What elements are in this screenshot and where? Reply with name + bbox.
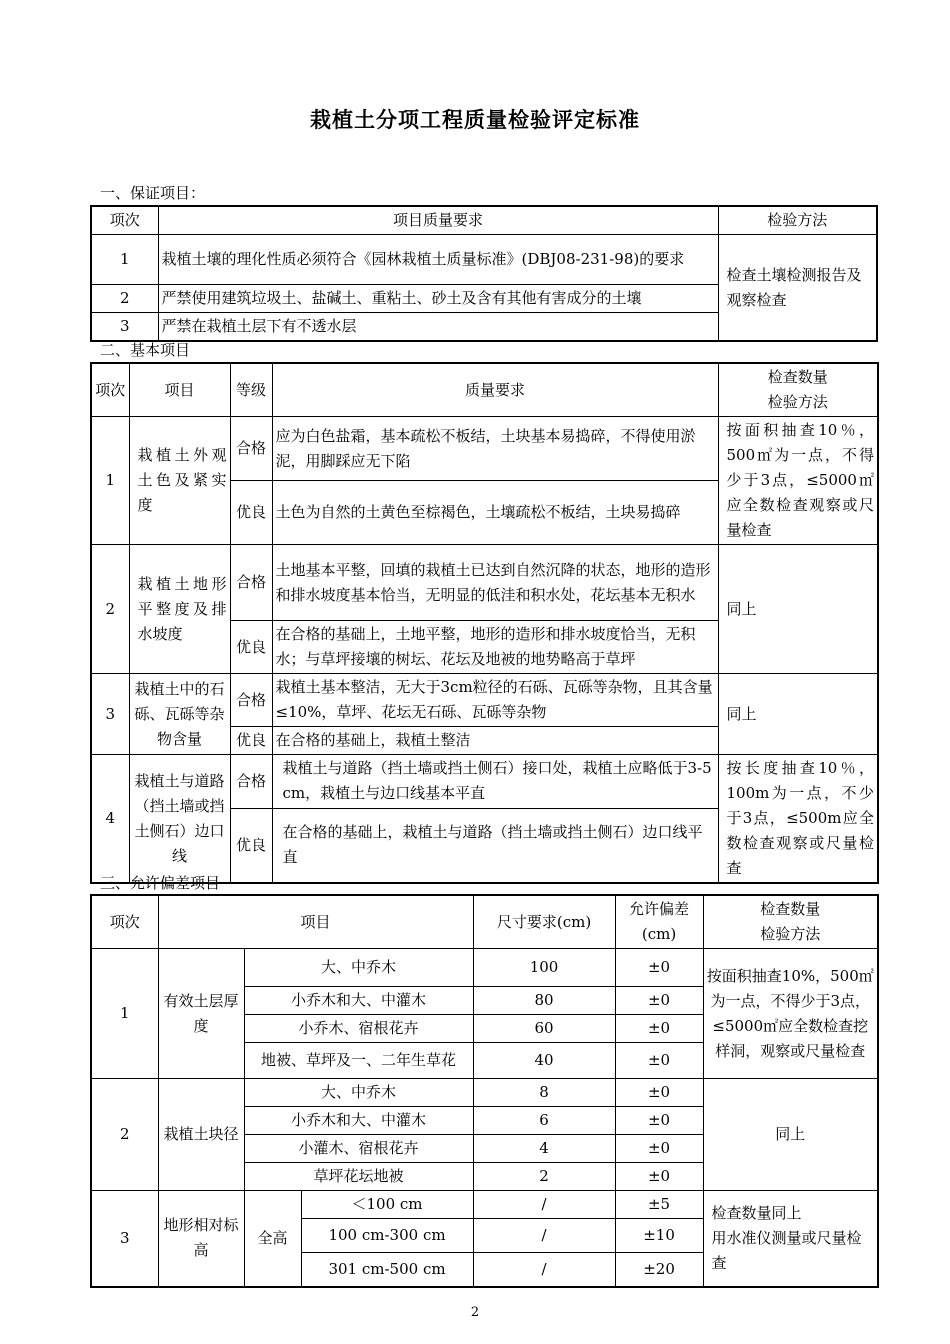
group-name: 栽植土块径 [158, 1079, 244, 1191]
col-header-no: 项次 [91, 363, 129, 417]
section2-heading: 二、基本项目 [100, 341, 191, 359]
size-value: 60 [473, 1015, 615, 1043]
sub-group-name: 全高 [244, 1191, 301, 1287]
size-value: 100 [473, 949, 615, 987]
item-name: 小乔木和大、中灌木 [244, 1107, 473, 1135]
item-name: 小乔木和大、中灌木 [244, 987, 473, 1015]
inspection-method: 同上 [718, 674, 878, 755]
size-value: / [473, 1253, 615, 1287]
row-no: 3 [91, 1191, 158, 1287]
size-value: 40 [473, 1043, 615, 1079]
quality-requirement: 土地基本平整，回填的栽植土已达到自然沉降的状态，地形的造形和排水坡度基本恰当，无明显的低洼和积水处，花坛基本无积水 [272, 545, 718, 621]
item-name: 地被、草坪及一、二年生草花 [244, 1043, 473, 1079]
section3-heading: 三、允许偏差项目 [100, 874, 221, 892]
size-value: 80 [473, 987, 615, 1015]
inspection-method: 按面积抽查10％，500㎡为一点，不得少于3点，≤5000㎡应全数检查观察或尺量检查 [718, 417, 878, 545]
col-header-size: 尺寸要求(cm) [473, 895, 615, 949]
item-name: 栽植土外观土色及紧实度 [129, 417, 230, 545]
grade-label: 合格 [230, 417, 272, 481]
deviation-value: ±20 [615, 1253, 703, 1287]
guarantee-table [90, 205, 878, 342]
item-name: 栽植土与道路（挡土墙或挡土侧石）边口线 [129, 755, 230, 884]
item-name: 草坪花坛地被 [244, 1163, 473, 1191]
size-value: 8 [473, 1079, 615, 1107]
col-header-grade: 等级 [230, 363, 272, 417]
row-no: 3 [91, 674, 129, 755]
row-no: 3 [91, 313, 158, 342]
size-value: / [473, 1191, 615, 1219]
inspection-method: 同上 [718, 545, 878, 674]
row-requirement: 严禁在栽植土层下有不透水层 [158, 313, 718, 342]
item-name: 大、中乔木 [244, 1079, 473, 1107]
quality-requirement: 土色为自然的土黄色至棕褐色，土壤疏松不板结，土块易捣碎 [272, 481, 718, 545]
basic-items-table [90, 362, 879, 884]
quality-requirement: 在合格的基础上，栽植土整洁 [272, 727, 718, 755]
deviation-value: ±0 [615, 1079, 703, 1107]
row-no: 1 [91, 235, 158, 285]
item-name: 栽植土地形平整度及排水坡度 [129, 545, 230, 674]
size-value: 4 [473, 1135, 615, 1163]
inspection-method: 检查数量同上 用水准仪测量或尺量检查 [703, 1191, 878, 1287]
deviation-value: ±0 [615, 987, 703, 1015]
col-header-item: 项目 [129, 363, 230, 417]
deviation-value: ±0 [615, 1135, 703, 1163]
grade-label: 合格 [230, 674, 272, 727]
group-name: 地形相对标高 [158, 1191, 244, 1287]
grade-label: 优良 [230, 727, 272, 755]
inspection-method: 检查土壤检测报告及观察检查 [718, 235, 877, 342]
grade-label: 合格 [230, 545, 272, 621]
quality-requirement: 应为白色盐霜，基本疏松不板结，土块基本易捣碎，不得使用淤泥，用脚踩应无下陷 [272, 417, 718, 481]
section1-heading: 一、保证项目： [100, 184, 206, 202]
deviation-value: ±0 [615, 1163, 703, 1191]
page-number: 2 [470, 1305, 480, 1320]
size-value: 2 [473, 1163, 615, 1191]
row-no: 2 [91, 285, 158, 313]
row-no: 1 [91, 949, 158, 1079]
col-header-item: 项目 [158, 895, 473, 949]
inspection-method: 同上 [703, 1079, 878, 1191]
row-no: 1 [91, 417, 129, 545]
row-no: 2 [91, 1079, 158, 1191]
item-name: 小乔木、宿根花卉 [244, 1015, 473, 1043]
deviation-value: ±10 [615, 1219, 703, 1253]
size-value: 6 [473, 1107, 615, 1135]
col-header-method: 检查数量 检验方法 [718, 363, 878, 417]
col-header-requirement: 项目质量要求 [158, 206, 718, 235]
grade-label: 优良 [230, 621, 272, 674]
deviation-value: ±5 [615, 1191, 703, 1219]
grade-label: 优良 [230, 481, 272, 545]
item-name: 301 cm-500 cm [301, 1253, 473, 1287]
item-name: 大、中乔木 [244, 949, 473, 987]
deviation-table [90, 894, 879, 1288]
quality-requirement: 在合格的基础上，土地平整，地形的造形和排水坡度恰当，无积水；与草坪接壤的树坛、花坛及地被的地势略高于草坪 [272, 621, 718, 674]
col-header-no: 项次 [91, 895, 158, 949]
deviation-value: ±0 [615, 1015, 703, 1043]
deviation-value: ±0 [615, 1107, 703, 1135]
inspection-method: 按长度抽查10％，100m为一点，不少于3点，≤500m应全数检查观察或尺量检查 [718, 755, 878, 884]
page-title: 栽植土分项工程质量检验评定标准 [310, 107, 640, 132]
size-value: / [473, 1219, 615, 1253]
col-header-method: 检查数量 检验方法 [703, 895, 878, 949]
item-name: 100 cm-300 cm [301, 1219, 473, 1253]
row-requirement: 栽植土壤的理化性质必须符合《园林栽植土质量标准》(DBJ08-231-98)的要求 [158, 235, 718, 285]
quality-requirement: 栽植土基本整洁，无大于3cm粒径的石砾、瓦砾等杂物，且其含量≤10%，草坪、花坛无石砾、瓦砾等杂物 [272, 674, 718, 727]
col-header-deviation: 允许偏差 (cm) [615, 895, 703, 949]
inspection-method: 按面积抽查10%，500㎡为一点，不得少于3点，≤5000㎡应全数检查挖样洞，观察或尺量检查 [703, 949, 878, 1079]
deviation-value: ±0 [615, 1043, 703, 1079]
quality-requirement: 在合格的基础上，栽植土与道路（挡土墙或挡土侧石）边口线平直 [272, 808, 718, 883]
grade-label: 合格 [230, 755, 272, 809]
col-header-method: 检验方法 [718, 206, 877, 235]
quality-requirement: 栽植土与道路（挡土墙或挡土侧石）接口处，栽植土应略低于3-5 cm，栽植土与边口线基本平直 [272, 755, 718, 809]
item-name: 小灌木、宿根花卉 [244, 1135, 473, 1163]
group-name: 有效土层厚度 [158, 949, 244, 1079]
col-header-requirement: 质量要求 [272, 363, 718, 417]
grade-label: 优良 [230, 808, 272, 883]
deviation-value: ±0 [615, 949, 703, 987]
row-no: 2 [91, 545, 129, 674]
col-header-no: 项次 [91, 206, 158, 235]
item-name: ＜100 cm [301, 1191, 473, 1219]
row-requirement: 严禁使用建筑垃圾土、盐碱土、重粘土、砂土及含有其他有害成分的土壤 [158, 285, 718, 313]
row-no: 4 [91, 755, 129, 884]
item-name: 栽植土中的石砾、瓦砾等杂物含量 [129, 674, 230, 755]
